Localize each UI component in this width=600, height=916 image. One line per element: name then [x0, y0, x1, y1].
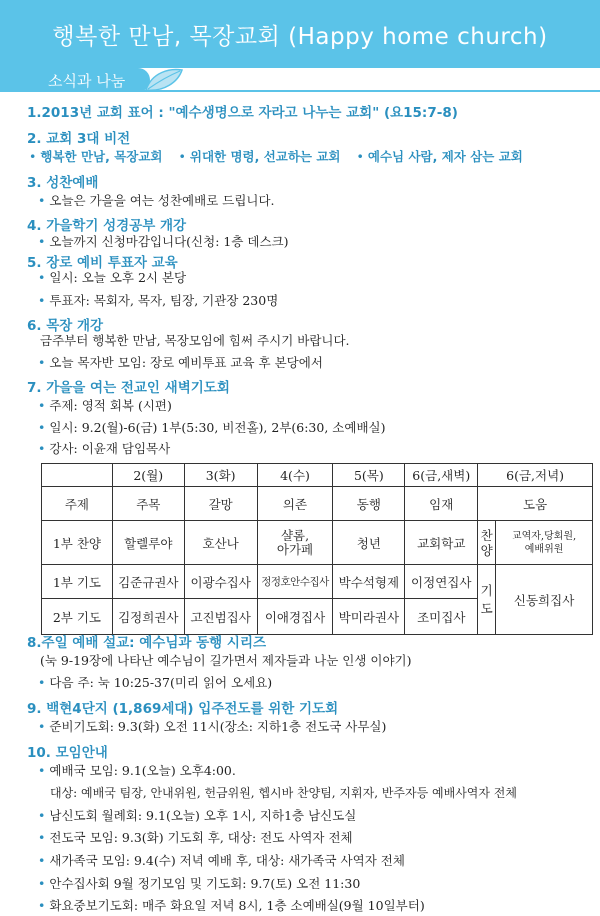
fri-praise-team-text: 예배위원: [524, 543, 564, 555]
item-10-line-1: [38, 763, 236, 779]
item-1-title: 1.2013년 교회 표어 : "예수생명으로 자라고 나누는 교회" (요15:7-8): [27, 105, 458, 121]
bullet-icon: •: [38, 830, 46, 845]
day-cell: 2(월): [112, 464, 184, 487]
section-tab: [0, 66, 600, 94]
hymn-text: 아가페: [276, 541, 314, 557]
prayer-cell: 박미라권사: [333, 599, 405, 635]
section-tab-label: 소식과 나눔: [48, 72, 126, 90]
bullet-icon: •: [38, 234, 46, 249]
item-7-text-1: 주제: 영적 회복 (시편): [49, 398, 172, 413]
table-corner-cell: [42, 464, 113, 487]
fri-praise-team-text: 교역자,당회원,: [511, 530, 577, 542]
prayer-cell: 박수석형제: [333, 565, 405, 599]
item-2-title: 2. 교회 3대 비전: [27, 131, 131, 147]
fri-praise-char: 찬: [480, 527, 493, 543]
table-header-row: [42, 464, 593, 487]
vision-1: 행복한 만남, 목장교회: [40, 149, 163, 164]
hymn-cell: 청년: [333, 521, 405, 565]
bullet-icon: •: [38, 719, 46, 734]
item-10-line-6: [38, 898, 425, 914]
prayer-cell: 고진범집사: [184, 599, 257, 635]
bullet-icon: •: [38, 398, 46, 413]
item-7-title: 7. 가을을 여는 전교인 새벽기도회: [27, 380, 230, 396]
prayer-cell: 김정희권사: [112, 599, 184, 635]
bullet-icon: •: [356, 149, 364, 164]
theme-cell: 도움: [478, 487, 593, 521]
item-7-text-2: 일시: 9.2(월)-6(금) 1부(5:30, 비전홀), 2부(6:30, 소예배실): [49, 420, 386, 435]
item-3-title: 3. 성찬예배: [27, 175, 99, 191]
item-4-text-1: 오늘까지 신청마감입니다(신청: 1층 데스크): [49, 234, 289, 249]
bullet-icon: •: [38, 293, 46, 308]
vision-2: 위대한 명령, 선교하는 교회: [189, 149, 341, 164]
page-title: 행복한 만남, 목장교회 (Happy home church): [52, 23, 548, 50]
row-label: 주제: [42, 487, 113, 521]
bullet-icon: •: [29, 149, 37, 164]
item-10-text-4: 새가족국 모임: 9.4(수) 저녁 예배 후, 대상: 새가족국 사역자 전체: [49, 853, 405, 868]
day-cell: 3(화): [184, 464, 257, 487]
bullet-icon: •: [38, 808, 46, 823]
prayer-schedule-table: [41, 463, 593, 635]
bullet-icon: •: [38, 270, 46, 285]
bullet-icon: •: [38, 193, 46, 208]
row-label: 1부 찬양: [42, 521, 113, 565]
bullet-icon: •: [38, 853, 46, 868]
item-6-text-1: 금주부터 행복한 만남, 목장모임에 힘써 주시기 바랍니다.: [40, 333, 350, 348]
prayer-cell: 조미집사: [405, 599, 478, 635]
day-cell: 5(목): [333, 464, 405, 487]
bullet-icon: •: [38, 355, 46, 370]
theme-cell: 주목: [112, 487, 184, 521]
item-9-text-1: 준비기도회: 9.3(화) 오전 11시(장소: 지하1층 전도국 사무실): [49, 719, 387, 734]
item-10-title: 10. 모임안내: [27, 745, 108, 761]
item-5-line-1: [38, 270, 186, 286]
bullet-icon: •: [38, 675, 46, 690]
day-cell: 4(수): [257, 464, 333, 487]
prayer-cell: 정정호안수집사: [257, 565, 333, 599]
table-row: [42, 565, 593, 599]
row-label: 2부 기도: [42, 599, 113, 635]
fri-prayer-label: [478, 565, 496, 635]
bullet-icon: •: [38, 763, 46, 778]
item-3-line-1: [38, 193, 275, 209]
day-cell: 6(금,저녁): [478, 464, 593, 487]
day-cell: 6(금,새벽): [405, 464, 478, 487]
fri-prayer-char: 도: [480, 600, 493, 616]
fri-prayer-char: 기: [480, 582, 493, 598]
item-7-text-3: 강사: 이윤재 담임목사: [49, 441, 171, 456]
prayer-cell: 이광수집사: [184, 565, 257, 599]
item-10-text-2: 남신도회 월례회: 9.1(오늘) 오후 1시, 지하1층 남신도실: [49, 808, 357, 823]
vision-3: 예수님 사람, 제자 삼는 교회: [367, 149, 523, 164]
bullet-icon: •: [178, 149, 186, 164]
theme-cell: 갈망: [184, 487, 257, 521]
prayer-cell: 김준규권사: [112, 565, 184, 599]
item-10-text-6: 화요중보기도회: 매주 화요일 저녁 8시, 1층 소예배실(9월 10일부터): [49, 898, 425, 913]
theme-cell: 동행: [333, 487, 405, 521]
item-4-line-1: [38, 234, 289, 250]
prayer-cell: 이애경집사: [257, 599, 333, 635]
bullet-icon: •: [38, 441, 46, 456]
item-9-line-1: [38, 719, 386, 735]
item-3-text-1: 오늘은 가을을 여는 성찬예배로 드립니다.: [49, 193, 275, 208]
item-8-title: 8.주일 예배 설교: 예수님과 동행 시리즈: [27, 635, 267, 651]
hymn-text: 샬롬,: [280, 527, 310, 543]
item-10-text-1: 예배국 모임: 9.1(오늘) 오후4:00.: [49, 763, 236, 778]
vision-list: [29, 149, 523, 165]
item-4-title: 4. 가을학기 성경공부 개강: [27, 218, 187, 234]
table-row: [42, 487, 593, 521]
item-6-text-2: 오늘 목자반 모임: 장로 예비투표 교육 후 본당에서: [49, 355, 323, 370]
item-8-line-2: [38, 675, 272, 691]
hymn-cell: 교회학교: [405, 521, 478, 565]
prayer-cell: 이정연집사: [405, 565, 478, 599]
hymn-cell: [257, 521, 333, 565]
item-7-line-2: [38, 420, 385, 436]
theme-cell: 임재: [405, 487, 478, 521]
fri-praise-team: [496, 521, 593, 565]
item-10-text-5: 안수집사회 9월 정기모임 및 기도회: 9.7(토) 오전 11:30: [49, 876, 361, 891]
bullet-icon: •: [38, 898, 46, 913]
item-6-line-2: [38, 355, 323, 371]
item-9-title: 9. 백현4단지 (1,869세대) 입주전도를 위한 기도회: [27, 701, 339, 717]
bullet-icon: •: [38, 420, 46, 435]
bullet-icon: •: [38, 876, 46, 891]
fri-prayer-name: 신동희집사: [496, 565, 593, 635]
item-5-text-1: 일시: 오늘 오후 2시 본당: [49, 270, 187, 285]
item-10-text-1b: 대상: 예배국 팀장, 안내위원, 헌금위원, 헵시바 찬양팀, 지휘자, 반주자등 예배사역자 전체: [50, 786, 517, 800]
item-10-line-2: [38, 808, 356, 824]
row-label: 1부 기도: [42, 565, 113, 599]
theme-cell: 의존: [257, 487, 333, 521]
item-5-title: 5. 장로 예비 투표자 교육: [27, 255, 178, 271]
item-5-text-2: 투표자: 목회자, 목자, 팀장, 기관장 230명: [49, 293, 279, 308]
item-8-text-2: 다음 주: 눅 10:25-37(미리 읽어 오세요): [49, 675, 273, 690]
item-6-title: 6. 목장 개강: [27, 318, 104, 334]
item-7-line-3: [38, 441, 170, 457]
fri-praise-label: [478, 521, 496, 565]
hymn-cell: 할렐루야: [112, 521, 184, 565]
item-10-line-4: [38, 853, 405, 869]
fri-praise-char: 양: [480, 542, 493, 558]
item-7-line-1: [38, 398, 172, 414]
item-10-line-3: [38, 830, 353, 846]
item-5-line-2: [38, 293, 278, 309]
section-divider: [0, 90, 600, 92]
table-row: [42, 521, 593, 565]
item-8-text-1: (눅 9-19장에 나타난 예수님이 길가면서 제자들과 나눈 인생 이야기): [40, 653, 412, 668]
item-10-line-5: [38, 876, 360, 892]
item-10-text-3: 전도국 모임: 9.3(화) 기도회 후, 대상: 전도 사역자 전체: [49, 830, 353, 845]
hymn-cell: 호산나: [184, 521, 257, 565]
header-banner: [0, 0, 600, 68]
